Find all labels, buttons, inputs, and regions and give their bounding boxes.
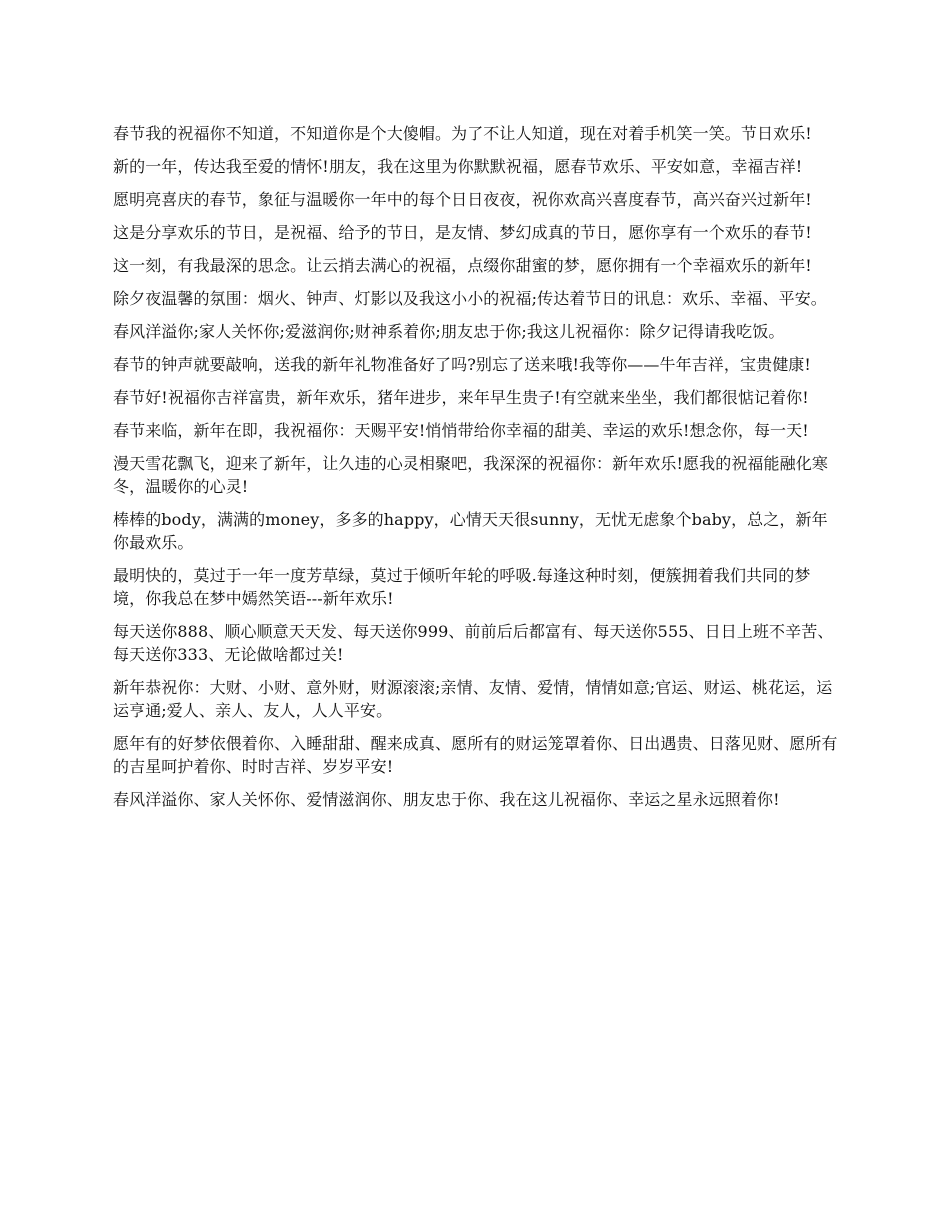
paragraph: 除夕夜温馨的氛围：烟火、钟声、灯影以及我这小小的祝福;传达着节日的讯息：欢乐、幸福、平安。 [113, 289, 827, 308]
paragraph: 这是分享欢乐的节日，是祝福、给予的节日，是友情、梦幻成真的节日，愿你享有一个欢乐的春节! [113, 223, 812, 242]
paragraph: 春节我的祝福你不知道，不知道你是个大傻帽。为了不让人知道，现在对着手机笑一笑。节日欢乐! [113, 124, 812, 143]
paragraph: 新年恭祝你：大财、小财、意外财，财源滚滚;亲情、友情、爱情，情情如意;官运、财运、桃花运，运运亨通;爱人、亲人、友人，人人平安。 [113, 678, 833, 720]
document-body [113, 122, 841, 821]
paragraph: 棒棒的body，满满的money，多多的happy，心情天天很sunny，无忧无虑象个baby，总之，新年你最欢乐。 [113, 510, 828, 552]
paragraph: 春节好!祝福你吉祥富贵，新年欢乐，猪年进步，来年早生贵子!有空就来坐坐，我们都很惦记着你! [113, 388, 809, 407]
paragraph: 春节的钟声就要敲响，送我的新年礼物准备好了吗?别忘了送来哦!我等你——牛年吉祥，宝贵健康! [113, 355, 811, 374]
paragraph: 新的一年，传达我至爱的情怀!朋友，我在这里为你默默祝福，愿春节欢乐、平安如意，幸福吉祥! [113, 157, 803, 176]
paragraph: 愿明亮喜庆的春节，象征与温暖你一年中的每个日日夜夜，祝你欢高兴喜度春节，高兴奋兴过新年! [113, 190, 812, 209]
paragraph: 春风洋溢你、家人关怀你、爱情滋润你、朋友忠于你、我在这儿祝福你、幸运之星永远照着你! [113, 790, 780, 809]
paragraph: 每天送你888、顺心顺意天天发、每天送你999、前前后后都富有、每天送你555、日日上班不辛苦、每天送你333、无论做啥都过关! [113, 622, 834, 664]
paragraph: 最明快的，莫过于一年一度芳草绿，莫过于倾听年轮的呼吸.每逢这种时刻，便簇拥着我们共同的梦境，你我总在梦中嫣然笑语---新年欢乐! [113, 566, 811, 608]
paragraph: 春节来临，新年在即，我祝福你：天赐平安!悄悄带给你幸福的甜美、幸运的欢乐!想念你，每一天! [113, 421, 809, 440]
paragraph: 愿年有的好梦依偎着你、入睡甜甜、醒来成真、愿所有的财运笼罩着你、日出遇贵、日落见财、愿所有的吉星呵护着你、时时吉祥、岁岁平安! [113, 734, 838, 776]
paragraph: 春风洋溢你;家人关怀你;爱滋润你;财神系着你;朋友忠于你;我这儿祝福你：除夕记得请我吃饭。 [113, 322, 785, 341]
paragraph: 漫天雪花飘飞，迎来了新年，让久违的心灵相聚吧，我深深的祝福你：新年欢乐!愿我的祝福能融化寒冬，温暖你的心灵! [113, 454, 828, 496]
paragraph: 这一刻，有我最深的思念。让云捎去满心的祝福，点缀你甜蜜的梦，愿你拥有一个幸福欢乐的新年! [113, 256, 812, 275]
